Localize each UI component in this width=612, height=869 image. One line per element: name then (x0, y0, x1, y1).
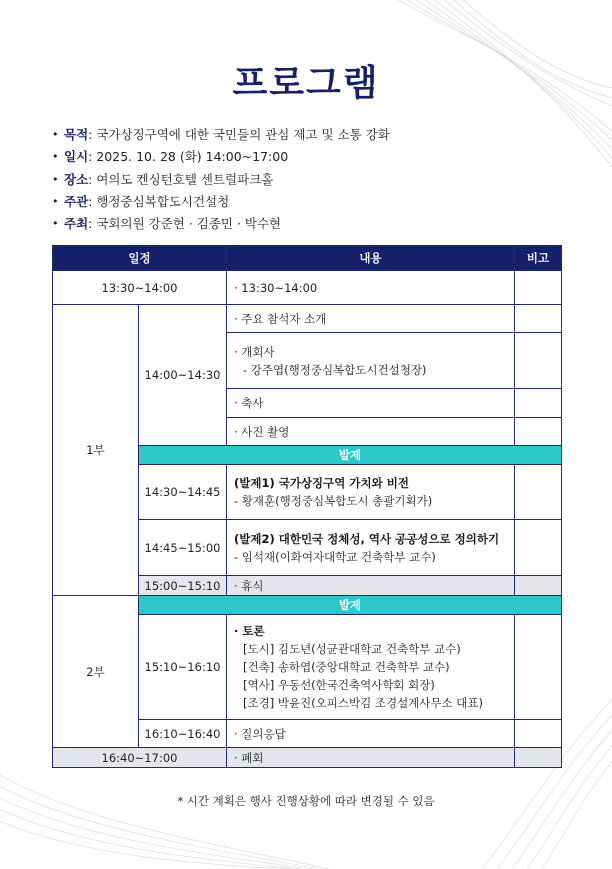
speaker-text: - 황재훈(행정중심복합도시 총괄기획가) (234, 494, 433, 508)
content-cell: · 주요 참석자 소개 (227, 305, 515, 333)
part-label: 1부 (53, 305, 139, 596)
table-row (53, 748, 562, 768)
content-cell: · 질의응답 (227, 720, 515, 748)
time-cell: 13:30~14:00 (53, 271, 227, 305)
info-date (52, 146, 390, 168)
info-label: 주최 (64, 216, 89, 232)
footnote: * 시간 계획은 행사 진행상황에 따라 변경될 수 있음 (177, 794, 435, 808)
event-info-list (52, 124, 390, 235)
note-cell (515, 418, 562, 446)
info-purpose (52, 124, 390, 146)
content-cell (227, 333, 515, 389)
time-cell: 15:10~16:10 (139, 615, 227, 720)
presentation-banner: 발제 (139, 596, 562, 615)
info-label: 일시 (64, 149, 89, 165)
info-text: : 국가상징구역에 대한 국민들의 관심 제고 및 소통 강화 (88, 127, 390, 142)
banner-row (53, 596, 562, 615)
note-cell (515, 333, 562, 389)
note-cell (515, 520, 562, 576)
table-row (53, 305, 562, 333)
content-cell: · 사진 촬영 (227, 418, 515, 446)
info-text: : 국회의원 강준현 · 김종민 · 박수현 (88, 216, 282, 232)
time-cell: 16:40~17:00 (53, 748, 227, 768)
info-host (52, 213, 390, 235)
panelist: [건축] 송하엽(중앙대학교 건축학부 교수) (243, 660, 450, 674)
time-cell: 14:00~14:30 (139, 305, 227, 446)
info-text: : 여의도 켄싱턴호텔 센트럴파크홀 (88, 171, 274, 187)
item-title: · 개회사 (234, 344, 275, 359)
note-cell (515, 271, 562, 305)
presentation-banner: 발제 (139, 446, 562, 465)
note-cell (515, 389, 562, 418)
talk-title: (발제1) 국가상징구역 가치와 비전 (234, 476, 409, 490)
header-note: 비고 (515, 246, 562, 271)
page-title: 프로그램 (232, 63, 380, 104)
time-cell: 16:10~16:40 (139, 720, 227, 748)
part-label: 2부 (53, 596, 139, 748)
panelist: [조경] 박윤진(오피스박김 조경설계사무소 대표) (243, 696, 483, 710)
table-header-row (53, 246, 562, 271)
speaker-text: - 임석재(이화여자대학교 건축학부 교수) (234, 549, 436, 564)
content-cell: · 휴식 (227, 576, 515, 596)
time-cell: 14:30~14:45 (139, 465, 227, 520)
info-organizer (52, 191, 390, 213)
speaker-text: - 강주엽(행정중심복합도시건설청장) (243, 362, 427, 377)
info-label: 장소 (64, 171, 89, 187)
header-schedule: 일정 (53, 246, 227, 271)
panelist: [도시] 김도년(성균관대학교 건축학부 교수) (243, 642, 461, 656)
time-cell: 14:45~15:00 (139, 520, 227, 576)
note-cell (515, 720, 562, 748)
info-label: 목적 (64, 127, 89, 142)
content-cell (227, 615, 515, 720)
time-cell: 15:00~15:10 (139, 576, 227, 596)
note-cell (515, 465, 562, 520)
talk-title: (발제2) 대한민국 정체성, 역사 공공성으로 정의하기 (234, 531, 500, 546)
panelist: [역사] 우동선(한국건축역사학회 회장) (243, 678, 435, 692)
content-cell (227, 465, 515, 520)
table-row (53, 271, 562, 305)
header-content: 내용 (227, 246, 515, 271)
note-cell (515, 748, 562, 768)
info-label: 주관 (64, 193, 89, 209)
note-cell (515, 576, 562, 596)
content-cell: · 폐회 (227, 748, 515, 768)
note-cell (515, 305, 562, 333)
content-cell: · 13:30~14:00 (227, 271, 515, 305)
program-table (52, 245, 562, 768)
note-cell (515, 615, 562, 720)
info-text: : 2025. 10. 28 (화) 14:00~17:00 (88, 149, 289, 165)
content-cell: · 축사 (227, 389, 515, 418)
info-text: : 행정중심복합도시건설청 (88, 193, 230, 209)
discussion-title: · 토론 (234, 624, 265, 638)
content-cell (227, 520, 515, 576)
info-venue (52, 169, 390, 191)
